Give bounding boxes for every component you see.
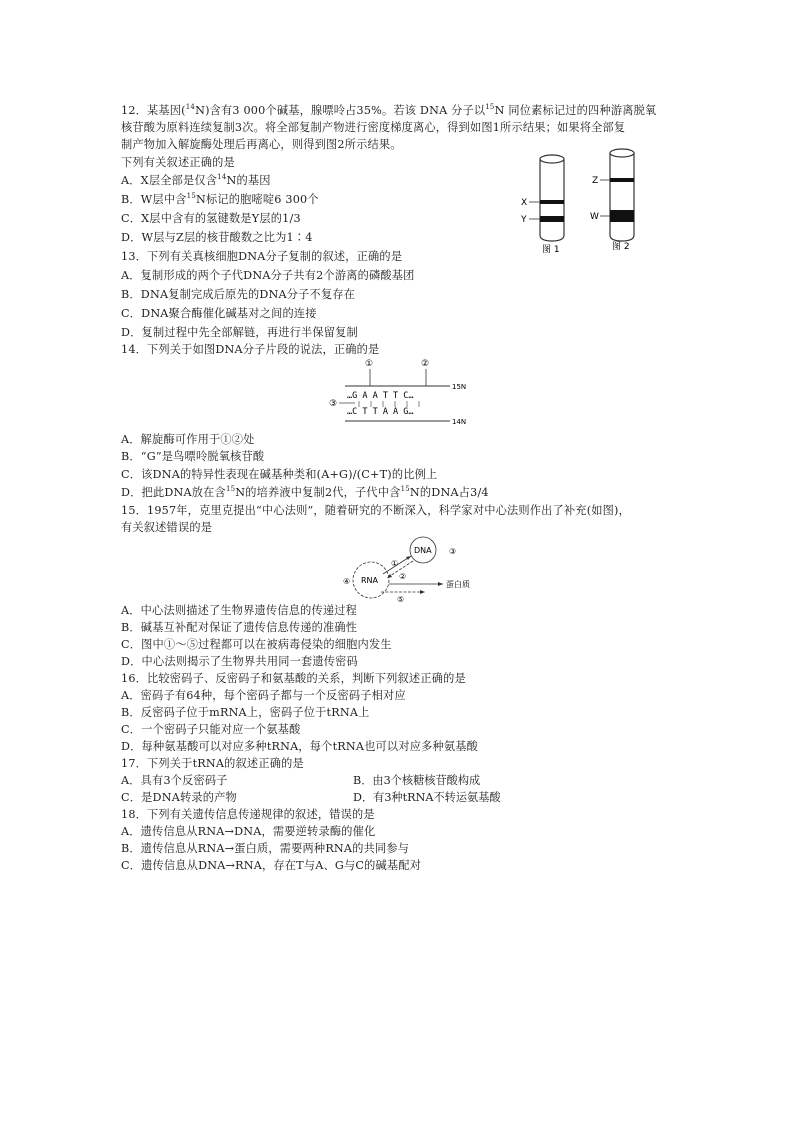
q12-stem: 下列有关叙述正确的是 [121, 156, 235, 169]
circle-5: ⑤ [397, 595, 405, 604]
q13-option-b: B．DNA复制完成后原先的DNA分子不复存在 [121, 288, 356, 301]
rna-node: RNA [361, 576, 379, 585]
marker-3: ③ [329, 399, 338, 409]
q15-option-c: C．图中①～⑤过程都可以在被病毒侵染的细胞内发生 [121, 638, 392, 651]
q14-option-c: C．该DNA的特异性表现在碱基种类和(A+G)/(C+T)的比例上 [121, 468, 438, 481]
caption-figure-1: 图 1 [542, 245, 560, 255]
q14-option-d: D．把此DNA放在含$^{15}$N的培养液中复制2代，子代中含$^{15}$N的DNA占3/4 [121, 485, 489, 499]
dna-node: DNA [414, 546, 432, 555]
tube-1 [540, 155, 564, 241]
label-14n: 14N [452, 418, 467, 426]
band-z [610, 178, 634, 182]
q12-line2: 核苷酸为原料连续复制3次。将全部复制产物进行密度梯度离心，得到如图1所示结果；如果将全部复 [121, 121, 626, 134]
q17-option-d: D．有3种tRNA不转运氨基酸 [353, 791, 501, 804]
q14-option-b: B．“G”是鸟嘌呤脱氧核苷酸 [121, 450, 265, 463]
q15-option-b: B．碱基互补配对保证了遗传信息传递的准确性 [121, 621, 358, 634]
q12-option-c: C．X层中含有的氢键数是Y层的1/3 [121, 212, 301, 225]
q16-option-c: C．一个密码子只能对应一个氨基酸 [121, 723, 301, 736]
q14-dna-fragment-figure [325, 356, 475, 428]
q12-line3: 制产物加入解旋酶处理后再离心，则得到图2所示结果。 [121, 138, 402, 151]
q18-option-c: C．遗传信息从DNA→RNA，存在T与A、G与C的碱基配对 [121, 859, 422, 872]
q15-line1: 15．1957年，克里克提出“中心法则”，随着研究的不断深入，科学家对中心法则作出了补充(如图)， [121, 504, 630, 517]
q12-line1: 12．某基因($^{14}$N)含有3 000个碱基，腺嘌呤占35%。若该 DNA 分子以$^{15}$N 同位素标记过的四种游离脱氧 [121, 103, 657, 117]
q18-option-a: A．遗传信息从RNA→DNA，需要逆转录酶的催化 [121, 825, 376, 838]
q18-stem: 18．下列有关遗传信息传递规律的叙述，错误的是 [121, 808, 375, 821]
q16-stem: 16．比较密码子、反密码子和氨基酸的关系，判断下列叙述正确的是 [121, 672, 466, 685]
bottom-sequence: …C T T A A G… [347, 407, 414, 417]
protein-node: 蛋白质 [446, 580, 470, 589]
q16-option-b: B．反密码子位于mRNA上，密码子位于tRNA上 [121, 706, 370, 719]
top-sequence: …G A A T T C… [347, 391, 414, 401]
q16-option-a: A．密码子有64种，每个密码子都与一个反密码子相对应 [121, 689, 406, 702]
label-x: X [521, 198, 528, 208]
caption-figure-2: 图 2 [612, 242, 630, 252]
label-w: W [590, 212, 599, 222]
circle-1: ① [391, 559, 399, 568]
tube-2 [610, 149, 634, 241]
circle-3: ③ [449, 547, 457, 556]
q15-option-d: D．中心法则揭示了生物界共用同一套遗传密码 [121, 655, 358, 668]
marker-2: ② [421, 359, 430, 369]
q13-option-c: C．DNA聚合酶催化碱基对之间的连接 [121, 307, 317, 320]
label-z: Z [592, 176, 599, 186]
circle-4: ④ [343, 577, 351, 586]
label-15n: 15N [452, 383, 467, 391]
q17-option-a: A．具有3个反密码子 [121, 774, 228, 787]
q17-option-c: C．是DNA转录的产物 [121, 791, 237, 804]
band-x [540, 200, 564, 204]
q14-option-a: A．解旋酶可作用于①②处 [121, 433, 255, 446]
q17-option-b: B．由3个核糖核苷酸构成 [353, 774, 481, 787]
q12-tubes-figure [510, 145, 660, 255]
q18-option-b: B．遗传信息从RNA→蛋白质，需要两种RNA的共同参与 [121, 842, 410, 855]
marker-1: ① [365, 359, 374, 369]
q13-option-d: D．复制过程中先全部解链，再进行半保留复制 [121, 326, 358, 339]
q17-stem: 17．下列关于tRNA的叙述正确的是 [121, 757, 304, 770]
q13-stem: 13．下列有关真核细胞DNA分子复制的叙述，正确的是 [121, 250, 403, 263]
band-y [540, 216, 564, 222]
band-w [610, 210, 634, 222]
q12-option-b: B．W层中含$^{15}$N标记的胞嘧啶6 300个 [121, 192, 319, 206]
q12-option-a: A．X层全部是仅含$^{14}$N的基因 [121, 173, 271, 187]
q15-central-dogma-figure [325, 532, 495, 604]
q13-option-a: A．复制形成的两个子代DNA分子共有2个游离的磷酸基团 [121, 269, 415, 282]
q12-option-d: D．W层与Z层的核苷酸数之比为1∶4 [121, 231, 313, 244]
q15-option-a: A．中心法则描述了生物界遗传信息的传递过程 [121, 604, 358, 617]
label-y: Y [521, 215, 527, 225]
q15-line2: 有关叙述错误的是 [121, 521, 213, 534]
circle-2: ② [399, 572, 407, 581]
q14-stem: 14．下列关于如图DNA分子片段的说法，正确的是 [121, 343, 380, 356]
q16-option-d: D．每种氨基酸可以对应多种tRNA，每个tRNA也可以对应多种氨基酸 [121, 740, 479, 753]
